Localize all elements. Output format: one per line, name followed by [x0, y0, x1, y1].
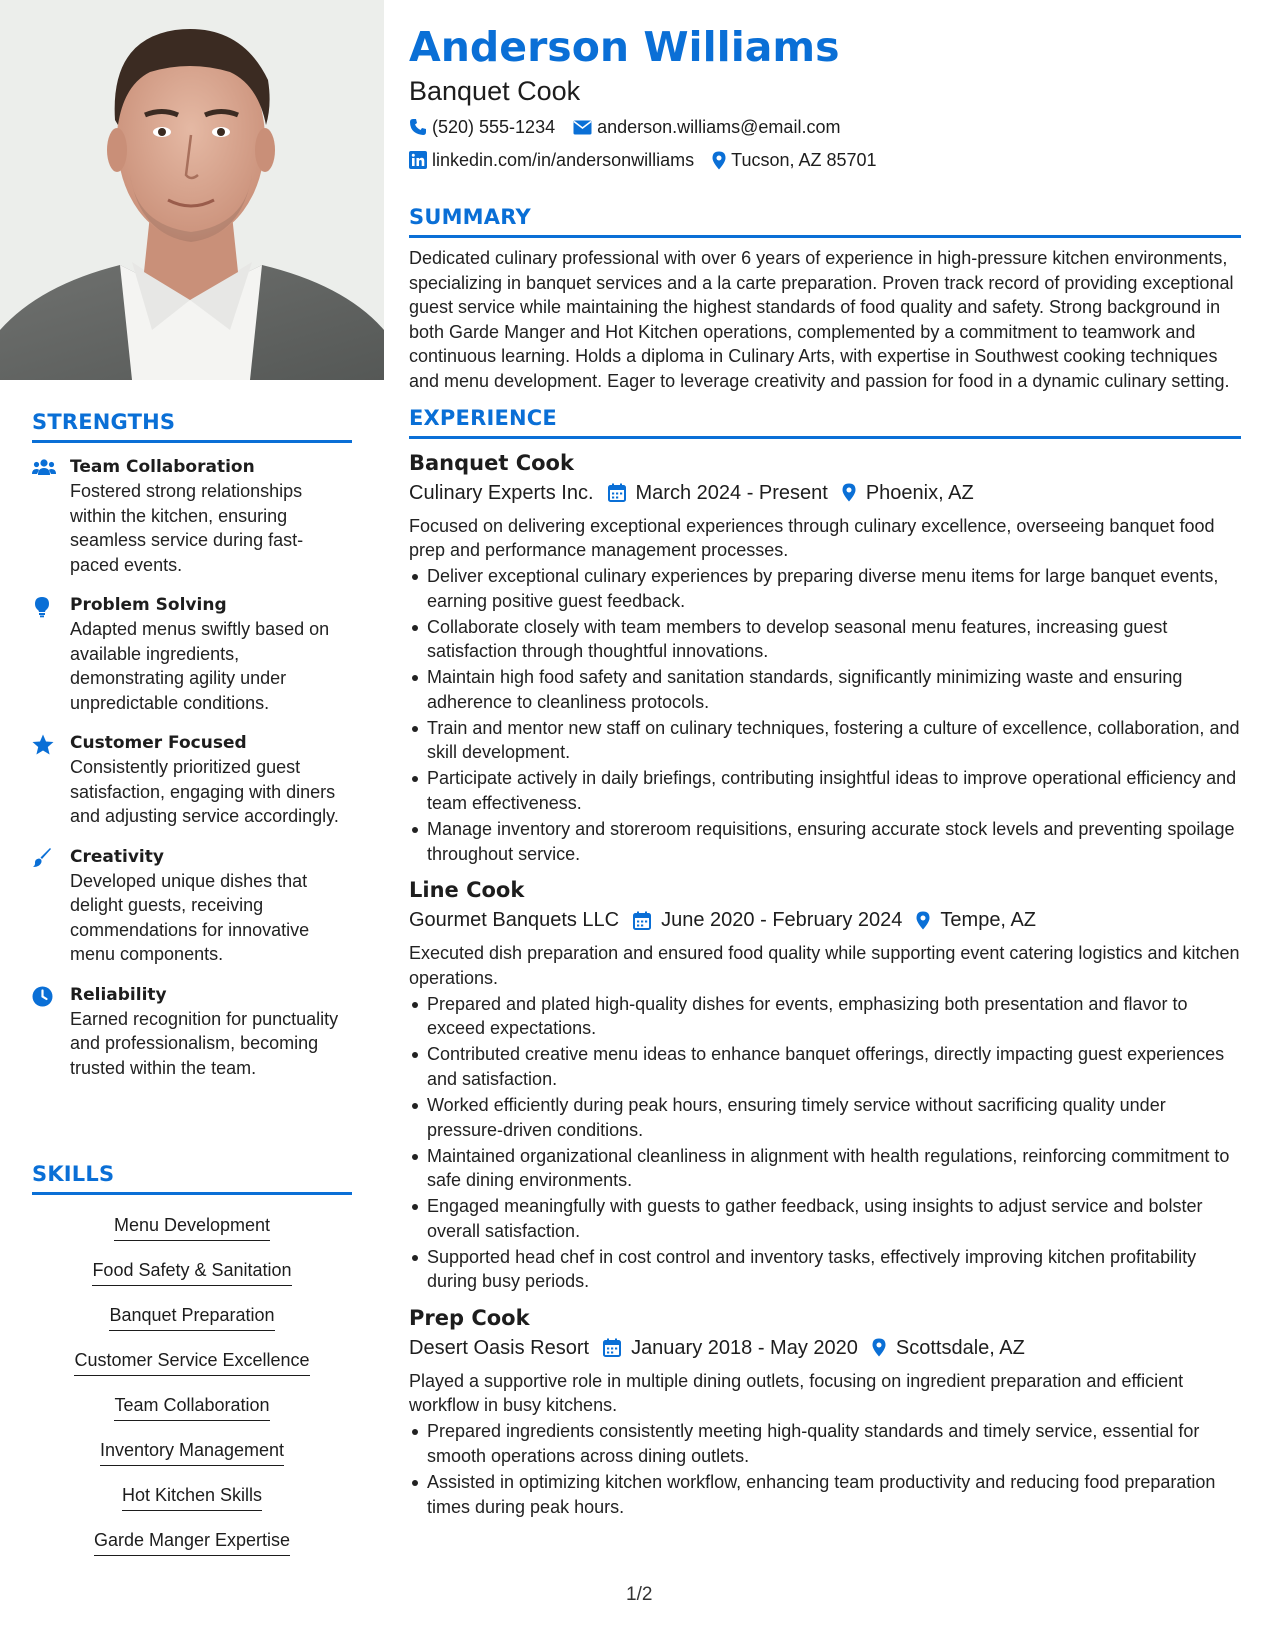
strengths-list	[32, 455, 352, 1080]
strength-item	[32, 731, 352, 829]
job-entry	[409, 449, 1241, 867]
strength-item	[32, 845, 352, 967]
profile-photo	[0, 0, 384, 380]
linkedin-icon	[409, 151, 427, 169]
calendar-icon	[608, 483, 626, 502]
job-bullets	[409, 564, 1241, 866]
email-text[interactable]: anderson.williams@email.com	[597, 117, 841, 137]
contact-row	[409, 147, 1241, 173]
job-bullet: Assisted in optimizing kitchen workflow, enhancing team productivity and reducing food preparation times during peak hours.	[427, 1470, 1241, 1519]
job-bullet: Prepared ingredients consistently meeting high-quality standards and timely service, essential for smooth operations across dining outlets.	[427, 1419, 1241, 1468]
strengths-section	[32, 410, 352, 1096]
location-text: Tucson, AZ 85701	[731, 150, 877, 170]
strength-title: Customer Focused	[70, 733, 247, 753]
job-description: Focused on delivering exceptional experiences through culinary excellence, overseeing banquet food prep and performance management processes.	[409, 515, 1215, 561]
contact-row	[409, 114, 1241, 140]
skill-tag: Banquet Preparation	[109, 1303, 274, 1331]
map-pin-icon	[916, 911, 930, 930]
users-icon	[32, 455, 70, 577]
job-bullet: Engaged meaningfully with guests to gather feedback, using insights to adjust service and bolster overall satisfaction.	[427, 1194, 1241, 1243]
strength-title: Creativity	[70, 846, 164, 867]
strength-description: Developed unique dishes that delight guests, receiving commendations for innovative menu components.	[70, 870, 310, 964]
job-meta	[409, 479, 1241, 507]
job-entry	[409, 1304, 1241, 1519]
job-bullet: Manage inventory and storeroom requisitions, ensuring accurate stock levels and preventing spoilage throughout service.	[427, 817, 1241, 866]
skill-tag: Hot Kitchen Skills	[122, 1483, 262, 1511]
main-content	[409, 22, 1241, 1519]
phone-text: (520) 555-1234	[432, 117, 556, 137]
linkedin-text[interactable]: linkedin.com/in/andersonwilliams	[432, 150, 695, 170]
job-bullet: Collaborate closely with team members to develop seasonal menu features, increasing guest satisfaction through thoughtful innovations.	[427, 615, 1241, 664]
job-location: Phoenix, AZ	[865, 481, 974, 504]
strength-item	[32, 455, 352, 577]
job-bullet: Maintained organizational cleanliness in alignment with health regulations, reinforcing commitment to safe dining environments.	[427, 1144, 1241, 1193]
skill-tag: Team Collaboration	[114, 1393, 269, 1421]
job-dates: June 2020 - February 2024	[661, 909, 903, 932]
skill-tag: Garde Manger Expertise	[94, 1528, 290, 1556]
experience-heading: EXPERIENCE	[409, 405, 557, 430]
skills-section	[32, 1162, 352, 1573]
strength-description: Earned recognition for punctuality and professionalism, becoming trusted within the team.	[70, 1008, 339, 1078]
envelope-icon	[573, 120, 592, 135]
job-title: Banquet Cook	[409, 76, 581, 106]
portrait-image	[0, 0, 384, 380]
job-bullets	[409, 1419, 1241, 1519]
paintbrush-icon	[32, 845, 70, 967]
skill-tag: Food Safety & Sanitation	[92, 1258, 291, 1286]
job-bullet: Supported head chef in cost control and inventory tasks, effectively improving kitchen profitability during busy periods.	[427, 1245, 1241, 1294]
job-position: Banquet Cook	[409, 450, 574, 475]
job-bullet: Worked efficiently during peak hours, ensuring timely service without sacrificing quality under pressure-driven conditions.	[427, 1093, 1241, 1142]
star-icon	[32, 731, 70, 829]
map-pin-icon	[872, 1338, 886, 1357]
skill-tag: Inventory Management	[100, 1438, 284, 1466]
strength-title: Reliability	[70, 984, 167, 1005]
experience-section	[409, 406, 1241, 1520]
skills-heading: SKILLS	[32, 1162, 115, 1186]
summary-section	[409, 205, 1241, 394]
job-meta	[409, 1334, 1241, 1362]
phone-icon	[409, 118, 427, 136]
job-position: Prep Cook	[409, 1305, 530, 1330]
location-contact	[712, 147, 876, 173]
map-pin-icon	[712, 151, 726, 170]
skill-tag: Customer Service Excellence	[74, 1348, 309, 1376]
strength-description: Consistently prioritized guest satisfaction, engaging with diners and adjusting service accordingly.	[70, 757, 339, 826]
strength-title: Team Collaboration	[70, 457, 255, 477]
job-location: Scottsdale, AZ	[895, 1336, 1025, 1359]
job-bullets	[409, 992, 1241, 1294]
job-bullet: Participate actively in daily briefings, contributing insightful ideas to improve operational efficiency and team effectiveness.	[427, 766, 1241, 815]
skill-list	[32, 1213, 352, 1573]
job-company: Desert Oasis Resort	[409, 1336, 590, 1359]
phone-contact	[409, 114, 555, 140]
job-entry	[409, 876, 1241, 1294]
job-bullet: Deliver exceptional culinary experiences by preparing diverse menu items for large banquet events, earning positive guest feedback.	[427, 564, 1241, 613]
strength-item	[32, 983, 352, 1081]
job-location: Tempe, AZ	[940, 909, 1037, 932]
section-divider	[32, 1192, 352, 1195]
strength-description: Fostered strong relationships within the kitchen, ensuring seamless service during fast-paced events.	[70, 481, 304, 575]
job-company: Culinary Experts Inc.	[409, 481, 594, 504]
strength-item	[32, 593, 352, 715]
section-divider	[32, 440, 352, 443]
skill-tag: Menu Development	[114, 1213, 270, 1241]
section-divider	[409, 235, 1241, 238]
job-description: Executed dish preparation and ensured food quality while supporting event catering logistics and kitchen operations.	[409, 943, 1240, 988]
job-bullet: Prepared and plated high-quality dishes for events, emphasizing both presentation and flavor to exceed expectations.	[427, 992, 1241, 1041]
job-meta	[409, 906, 1241, 934]
job-bullet: Train and mentor new staff on culinary techniques, fostering a culture of excellence, collaboration, and skill development.	[427, 716, 1241, 765]
strength-title: Problem Solving	[70, 595, 227, 615]
lightbulb-icon	[32, 593, 70, 715]
job-dates: March 2024 - Present	[635, 481, 828, 504]
summary-heading: SUMMARY	[409, 205, 531, 229]
summary-text: Dedicated culinary professional with over 6 years of experience in high-pressure kitchen environments, specializing in banquet services and a la carte preparation. Proven track record of providing exceptional guest service while maintaining the highest standards of food quality and safety. Strong background in both Garde Manger and Hot Kitchen operations, complemented by a commitment to teamwork and continuous learning. Holds a diploma in Culinary Arts, with expertise in Southwest cooking techniques and menu development. Eager to leverage creativity and passion for food in a dynamic culinary setting.	[409, 248, 1234, 391]
candidate-name: Anderson Williams	[409, 23, 840, 71]
email-contact[interactable]	[573, 114, 840, 140]
section-divider	[409, 436, 1241, 439]
map-pin-icon	[842, 483, 856, 502]
job-company: Gourmet Banquets LLC	[409, 909, 620, 932]
calendar-icon	[633, 911, 651, 930]
strengths-heading: STRENGTHS	[32, 410, 176, 434]
clock-icon	[32, 983, 70, 1081]
linkedin-contact[interactable]	[409, 147, 694, 173]
calendar-icon	[603, 1338, 621, 1357]
job-description: Played a supportive role in multiple dining outlets, focusing on ingredient preparation and efficient workflow in busy kitchens.	[409, 1370, 1184, 1416]
job-bullet: Maintain high food safety and sanitation standards, significantly minimizing waste and ensuring adherence to cleanliness protocols.	[427, 665, 1241, 714]
page-number: 1/2	[626, 1584, 653, 1605]
strength-description: Adapted menus swiftly based on available ingredients, demonstrating agility under unpredictable conditions.	[70, 619, 330, 713]
job-dates: January 2018 - May 2020	[631, 1336, 858, 1359]
job-position: Line Cook	[409, 878, 525, 903]
job-bullet: Contributed creative menu ideas to enhance banquet offerings, directly impacting guest experiences and satisfaction.	[427, 1042, 1241, 1091]
